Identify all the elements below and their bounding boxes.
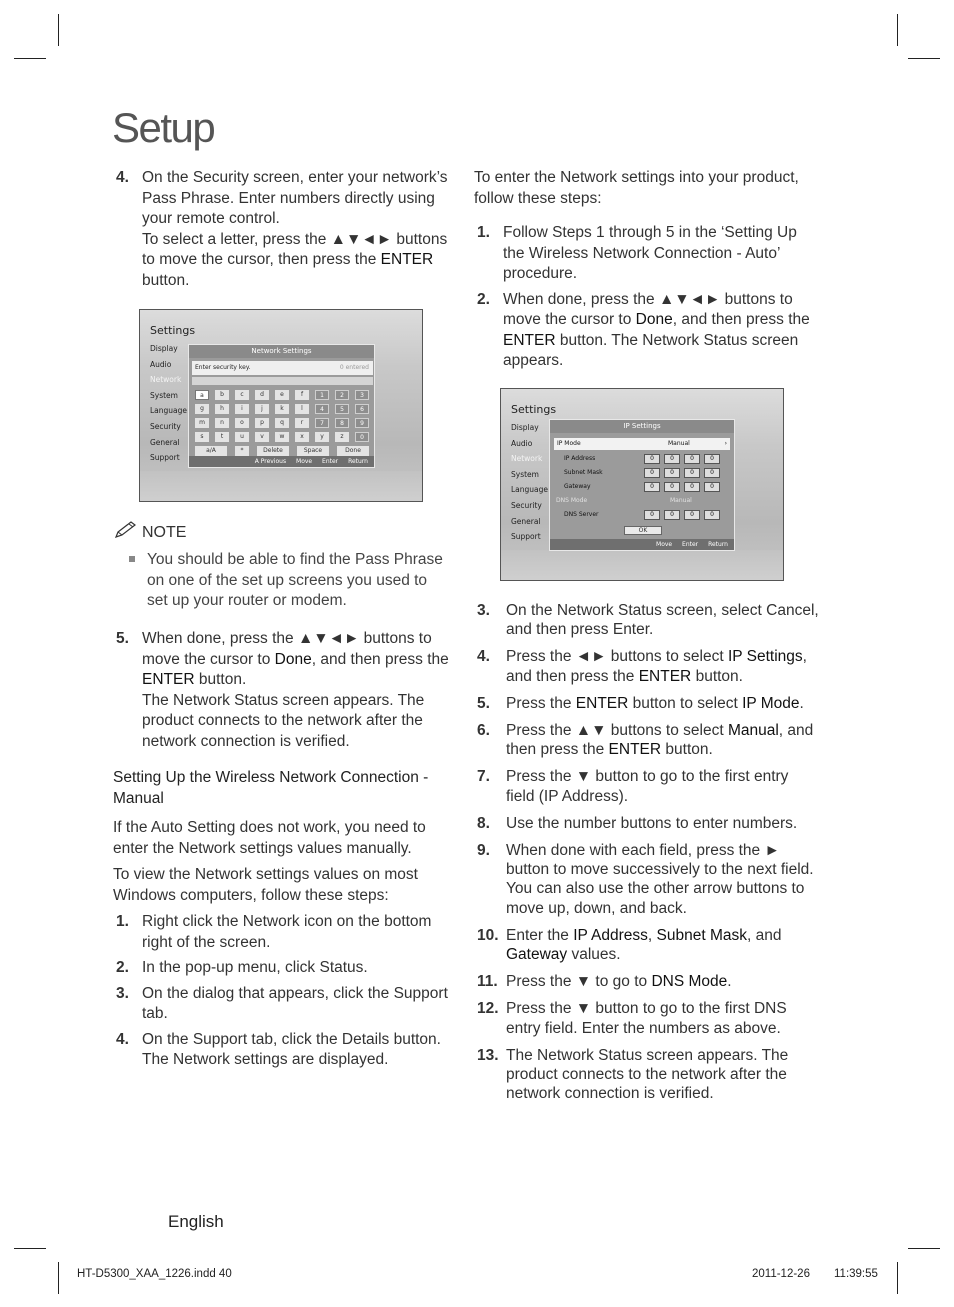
step-number: 6. (477, 722, 490, 740)
settings-menu (511, 423, 548, 548)
left-column-top (113, 168, 453, 296)
screenshot-ip-settings (500, 388, 784, 581)
note-label: NOTE (142, 523, 187, 541)
text-bold: ENTER (575, 694, 629, 712)
key: 6 (355, 404, 369, 414)
key: p (255, 418, 269, 428)
step-3 (474, 601, 819, 639)
slug-time: 11:39:55 (834, 1268, 878, 1280)
step-text: Follow Steps 1 through 5 in the ‘Setting Up the Wireless Network Connection - Auto’ procedure. (503, 224, 797, 282)
key: 3 (355, 390, 369, 400)
footer-hint: Enter (322, 458, 339, 465)
key: c (235, 390, 249, 400)
key: 0 (355, 432, 369, 442)
step-number: 2. (116, 959, 129, 976)
crop-mark (58, 1262, 59, 1294)
text: , and then press the (506, 722, 814, 759)
page-title: Setup (112, 104, 215, 151)
octet-field: 0 (704, 482, 720, 492)
step-number: 7. (477, 768, 490, 786)
step-8 (474, 814, 819, 833)
text: button to select (628, 694, 743, 712)
step-text (142, 230, 453, 292)
key: a (195, 390, 209, 400)
octet-field: 0 (664, 510, 680, 520)
ip-settings-dialog (549, 419, 735, 551)
paragraph: To enter the Network settings into your product, follow these steps: (474, 169, 799, 207)
octet-field: 0 (704, 510, 720, 520)
screen-bottom (140, 471, 422, 501)
key: l (295, 404, 309, 414)
text-bold: Gateway (506, 946, 568, 964)
key: y (315, 432, 329, 442)
menu-item: General (511, 516, 541, 526)
subnet-mask-row (564, 467, 732, 479)
step-number: 11. (477, 973, 498, 991)
dialog-title: IP Settings (550, 420, 734, 433)
key: 9 (355, 418, 369, 428)
crop-mark (908, 58, 940, 59)
step-number: 5. (116, 630, 129, 647)
step-number: 8. (477, 814, 490, 832)
text: button. (142, 271, 190, 289)
key: * (235, 446, 249, 456)
step-text: Use the number buttons to enter numbers. (506, 814, 798, 832)
text: When done, press the ▲▼◄► buttons to move the cursor to (503, 290, 793, 328)
step-number: 12. (477, 1000, 499, 1018)
windows-step (113, 958, 455, 979)
key: g (195, 404, 209, 414)
text: button. (661, 741, 713, 759)
step-text: When done with each field, press the ► button to move successively to the next field. You can also use the other arrow buttons to move up, down, and back. (506, 842, 814, 917)
keyboard-dialog (188, 344, 375, 468)
footer-hint: Enter (682, 541, 699, 548)
text-bold: ENTER (503, 331, 556, 349)
crop-mark (897, 1262, 898, 1294)
row-label: DNS Server (564, 511, 599, 518)
step-12 (474, 999, 819, 1037)
key: i (235, 404, 249, 414)
row-label: Subnet Mask (564, 469, 603, 476)
paragraph: If the Auto Setting does not work, you need to enter the Network settings values manually. (113, 819, 426, 857)
octet-field: 0 (644, 510, 660, 520)
step-6 (474, 721, 819, 759)
step-text: On the Network Status screen, select Cancel, and then press Enter. (506, 602, 819, 639)
key: o (235, 418, 249, 428)
dns-server-row (564, 509, 732, 521)
step-number: 3. (477, 602, 490, 619)
text-bold: IP Settings (727, 648, 803, 666)
key: v (255, 432, 269, 442)
note-bullet (128, 550, 448, 612)
menu-item: Language (150, 406, 188, 416)
menu-item: Support (150, 453, 180, 463)
text-bold: Done (635, 311, 673, 328)
screenshot-network-settings (139, 309, 423, 502)
ip-mode-row (554, 438, 730, 450)
step-9 (474, 841, 819, 918)
text-bold: DNS Mode (651, 973, 728, 991)
octet-field: 0 (664, 468, 680, 478)
step-number: 5. (477, 694, 490, 712)
step-4 (474, 647, 819, 685)
settings-menu (150, 344, 187, 469)
octet-field: 0 (664, 482, 680, 492)
text: , and (747, 926, 782, 944)
text-bold: Manual (727, 722, 779, 740)
row-value: Manual (670, 497, 692, 504)
octet-field: 0 (644, 482, 660, 492)
key: a/A (195, 446, 227, 456)
gateway-row (564, 481, 732, 493)
note-heading (114, 520, 186, 545)
step-4 (113, 168, 453, 291)
right-column-top (474, 168, 819, 377)
text: Press the ▲▼ buttons to select (506, 722, 728, 740)
step-number: 4. (477, 648, 490, 666)
menu-item: Audio (150, 359, 172, 369)
step-2 (474, 290, 819, 372)
step-11 (474, 972, 819, 991)
ok-button: OK (624, 526, 662, 535)
text: values. (567, 946, 621, 964)
key: m (195, 418, 209, 428)
crop-mark (897, 14, 898, 46)
windows-step (113, 912, 455, 953)
entered-count: 0 entered (339, 364, 369, 371)
text-bold: Subnet Mask (656, 926, 747, 944)
step-number: 4. (116, 1030, 129, 1048)
text-bold: IP Mode (742, 694, 800, 712)
text-bold: ENTER (638, 667, 692, 685)
text: . (799, 694, 804, 712)
key: 4 (315, 404, 329, 414)
key: z (335, 432, 349, 442)
text: Press the ▼ to go to (506, 973, 652, 991)
section-heading: Setting Up the Wireless Network Connection - Manual (113, 769, 429, 807)
key: u (235, 432, 249, 442)
menu-item-selected: Network (511, 454, 543, 464)
key: Space (297, 446, 329, 456)
step-number: 3. (116, 984, 129, 1002)
octet-field: 0 (644, 454, 660, 464)
row-value: Manual (668, 440, 690, 447)
octet-field: 0 (664, 454, 680, 464)
octet-field: 0 (644, 468, 660, 478)
key: k (275, 404, 289, 414)
step-text: On the dialog that appears, click the Support tab. (142, 984, 448, 1022)
key: j (255, 404, 269, 414)
key: d (255, 390, 269, 400)
menu-item: Display (150, 344, 178, 353)
key: 5 (335, 404, 349, 414)
footer-hint: A Previous (254, 458, 287, 465)
text: Enter the (506, 926, 574, 944)
row-label: IP Mode (557, 440, 581, 447)
step-5 (113, 629, 455, 752)
step-number: 10. (477, 926, 499, 944)
step-10 (474, 926, 819, 964)
octet-field: 0 (704, 468, 720, 478)
bullet-square (129, 556, 135, 562)
step-text: The Network Status screen appears. The product connects to the network after the network connection is verified. (506, 1046, 789, 1103)
menu-item: System (150, 390, 178, 400)
step-text: Press the ▼ button to go to the first DNS entry field. Enter the numbers as above. (506, 1000, 787, 1037)
step-number: 1. (116, 913, 129, 930)
text-bold: ENTER (608, 741, 662, 759)
text: Press the (506, 694, 576, 712)
security-key-prompt (192, 361, 373, 375)
menu-item-selected: Network (150, 375, 182, 385)
slug-file: HT-D5300_XAA_1226.indd 40 (77, 1268, 232, 1280)
windows-step (113, 1030, 455, 1071)
crop-mark (908, 1248, 940, 1249)
prompt-text: Enter security key. (195, 364, 251, 371)
step-text: In the pop-up menu, click Status. (142, 959, 368, 976)
menu-item: Language (511, 485, 549, 495)
screen-bottom (501, 550, 783, 580)
octet-field: 0 (684, 454, 700, 464)
key: b (215, 390, 229, 400)
step-number: 13. (477, 1046, 499, 1064)
text: button. The Network Status screen appears. (503, 331, 799, 369)
security-key-input (192, 377, 373, 385)
text-bold: ENTER (380, 251, 434, 268)
menu-item: Audio (511, 438, 533, 448)
step-text: The Network Status screen appears. The product connects to the network after the network connection is verified. (142, 691, 425, 750)
text: button. (194, 671, 247, 688)
pencil-icon (114, 520, 138, 545)
key: 7 (315, 418, 329, 428)
step-13 (474, 1046, 819, 1104)
row-label: IP Address (564, 455, 596, 462)
step-number: 2. (477, 290, 490, 308)
footer-hint: Return (348, 458, 368, 465)
text-bold: IP Address (573, 926, 648, 944)
menu-item: Security (511, 500, 542, 510)
row-label: Gateway (564, 483, 591, 490)
step-text: Right click the Network icon on the bottom right of the screen. (142, 913, 432, 951)
text-bold: ENTER (142, 671, 195, 688)
slug-date: 2011-12-26 (752, 1268, 810, 1280)
ip-address-row (564, 453, 732, 465)
menu-item: Display (511, 423, 539, 432)
text: , and then press the (311, 650, 449, 668)
right-column-bottom (474, 601, 819, 1111)
text: When done, press the ▲▼◄► buttons to move the cursor to (142, 630, 432, 668)
step-number: 9. (477, 842, 490, 860)
step-text: On the Security screen, enter your network’s Pass Phrase. Enter numbers directly using your remote control. (142, 169, 448, 227)
row-label: DNS Mode (556, 497, 588, 504)
step-7 (474, 767, 819, 805)
octet-field: 0 (684, 468, 700, 478)
note-text: You should be able to find the Pass Phrase on one of the set up screens you used to set up your router or modem. (147, 551, 443, 609)
text: Press the ◄► buttons to select (506, 648, 728, 666)
screen-title: Settings (150, 324, 196, 337)
key: t (215, 432, 229, 442)
key: 1 (315, 390, 329, 400)
text: , (647, 926, 657, 944)
chevron-right-icon: › (724, 440, 727, 447)
dns-mode-row (556, 495, 724, 507)
dialog-title: Network Settings (189, 345, 374, 358)
key: h (215, 404, 229, 414)
footer-hint: Move (656, 541, 673, 548)
step-text: Press the ▼ button to go to the first entry field (IP Address). (506, 768, 789, 805)
step-text (142, 629, 455, 691)
footer-hint: Move (296, 458, 313, 465)
footer-hint: Return (708, 541, 728, 548)
key: Delete (257, 446, 289, 456)
crop-mark (14, 1248, 46, 1249)
crop-mark (58, 14, 59, 46)
dialog-footer (550, 539, 734, 550)
key: 8 (335, 418, 349, 428)
text: To select a letter, press the ▲▼◄► buttons to move the cursor, then press the (142, 230, 448, 268)
dialog-footer (189, 456, 374, 467)
key: 2 (335, 390, 349, 400)
key: w (275, 432, 289, 442)
key: r (295, 418, 309, 428)
windows-step (113, 984, 455, 1025)
text: button. (691, 667, 743, 685)
menu-item: Security (150, 421, 181, 431)
step-text: On the Support tab, click the Details button. The Network settings are displayed. (142, 1030, 441, 1068)
footer-language: English (168, 1212, 224, 1231)
paragraph: To view the Network settings values on most Windows computers, follow these steps: (113, 866, 418, 904)
octet-field: 0 (684, 510, 700, 520)
text: , and then press the (506, 648, 807, 685)
key: q (275, 418, 289, 428)
key: x (295, 432, 309, 442)
step-number: 4. (116, 169, 129, 186)
screen-title: Settings (511, 403, 557, 416)
step-1 (474, 223, 819, 285)
key: n (215, 418, 229, 428)
octet-field: 0 (684, 482, 700, 492)
text: . (727, 973, 732, 991)
key: e (275, 390, 289, 400)
key: Done (337, 446, 369, 456)
menu-item: Support (511, 532, 541, 542)
step-number: 1. (477, 224, 490, 241)
menu-item: System (511, 469, 539, 479)
octet-field: 0 (704, 454, 720, 464)
crop-mark (14, 58, 46, 59)
key: s (195, 432, 209, 442)
key: f (295, 390, 309, 400)
left-column-bottom (113, 629, 455, 1076)
step-5 (474, 694, 819, 713)
text-bold: Done (274, 650, 312, 668)
menu-item: General (150, 437, 180, 447)
text: , and then press the (672, 311, 810, 328)
